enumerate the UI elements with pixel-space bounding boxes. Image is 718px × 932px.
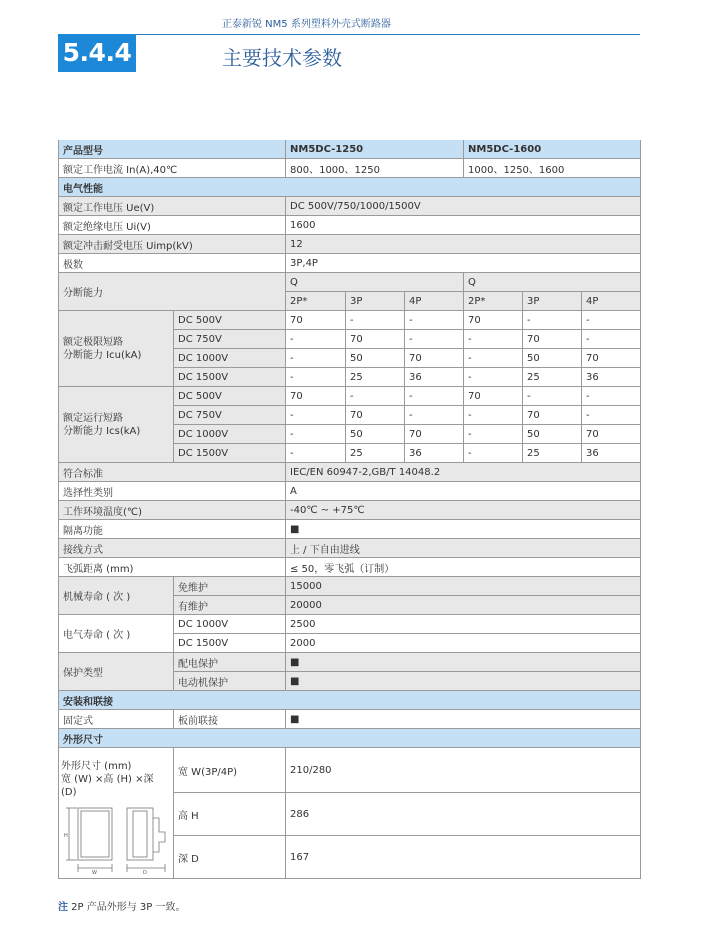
value-cell: - bbox=[464, 368, 523, 387]
value-cell: - bbox=[286, 406, 346, 425]
table-row bbox=[59, 748, 641, 793]
value-cell: - bbox=[346, 311, 405, 330]
dims-key: 高 H bbox=[174, 793, 286, 836]
section-number-badge: 5.4.4 bbox=[58, 34, 136, 72]
value-cell: - bbox=[405, 387, 464, 406]
value-cell: - bbox=[286, 444, 346, 463]
isolation-label: 隔离功能 bbox=[59, 520, 286, 539]
value-cell: 25 bbox=[523, 368, 582, 387]
section-title: 主要技术参数 bbox=[222, 46, 342, 70]
temp-label: 工作环境温度(℃) bbox=[59, 501, 286, 520]
table-row bbox=[59, 729, 641, 748]
table-row bbox=[59, 482, 641, 501]
voltage-cell: DC 1000V bbox=[174, 349, 286, 368]
header-rule bbox=[58, 34, 640, 35]
voltage-cell: DC 750V bbox=[174, 330, 286, 349]
fixed-label: 固定式 bbox=[59, 710, 174, 729]
rated-current-b: 1000、1250、1600 bbox=[464, 159, 641, 178]
value-cell: 25 bbox=[523, 444, 582, 463]
pole-header: 3P bbox=[346, 292, 405, 311]
wiring-value: 上 / 下自由进线 bbox=[286, 539, 641, 558]
table-row bbox=[59, 539, 641, 558]
sub-key: 免维护 bbox=[174, 577, 286, 596]
arc-value: ≤ 50，零飞弧（订制） bbox=[286, 558, 641, 577]
selectivity-label: 选择性类别 bbox=[59, 482, 286, 501]
sub-key: DC 1500V bbox=[174, 634, 286, 653]
value-cell: - bbox=[582, 387, 641, 406]
table-row bbox=[59, 254, 641, 273]
breaking-b: Q bbox=[464, 273, 641, 292]
dims-label: 外形尺寸 (mm) 宽 (W) ×高 (H) ×深 (D) bbox=[61, 761, 154, 798]
electrical-section: 电气性能 bbox=[59, 178, 641, 197]
isolation-value: ■ bbox=[286, 520, 641, 539]
value-cell: 70 bbox=[582, 349, 641, 368]
value-cell: 36 bbox=[405, 444, 464, 463]
ue-value: DC 500V/750/1000/1500V bbox=[286, 197, 641, 216]
sub-key: DC 1000V bbox=[174, 615, 286, 634]
pole-header: 2P* bbox=[286, 292, 346, 311]
value-cell: - bbox=[286, 425, 346, 444]
sub-value: ■ bbox=[286, 672, 641, 691]
table-row bbox=[59, 235, 641, 254]
ui-label: 额定绝缘电压 Ui(V) bbox=[59, 216, 286, 235]
sub-value: 2500 bbox=[286, 615, 641, 634]
table-row bbox=[59, 520, 641, 539]
pole-header: 3P bbox=[523, 292, 582, 311]
table-row bbox=[59, 273, 641, 292]
standard-value: IEC/EN 60947-2,GB/T 14048.2 bbox=[286, 463, 641, 482]
d-label: D bbox=[143, 870, 147, 874]
sub-value: 2000 bbox=[286, 634, 641, 653]
table-row bbox=[59, 140, 641, 159]
mech_life-label: 机械寿命 ( 次 ) bbox=[59, 577, 174, 615]
dims-key: 深 D bbox=[174, 836, 286, 879]
value-cell: - bbox=[464, 406, 523, 425]
sub-value: 20000 bbox=[286, 596, 641, 615]
elec_life-label: 电气寿命 ( 次 ) bbox=[59, 615, 174, 653]
arc-label: 飞弧距离 (mm) bbox=[59, 558, 286, 577]
table-row bbox=[59, 311, 641, 330]
poles-value: 3P,4P bbox=[286, 254, 641, 273]
table-row bbox=[59, 577, 641, 596]
ui-value: 1600 bbox=[286, 216, 641, 235]
value-cell: - bbox=[286, 368, 346, 387]
model-b: NM5DC-1600 bbox=[464, 140, 641, 159]
dims-section: 外形尺寸 bbox=[59, 729, 641, 748]
sub-key: 有维护 bbox=[174, 596, 286, 615]
pole-header: 4P bbox=[405, 292, 464, 311]
dims-value: 286 bbox=[286, 793, 641, 836]
dims-label-cell bbox=[59, 748, 174, 879]
value-cell: 50 bbox=[523, 349, 582, 368]
value-cell: 70 bbox=[523, 406, 582, 425]
h-label: H bbox=[64, 833, 68, 839]
table-row bbox=[59, 501, 641, 520]
value-cell: - bbox=[582, 311, 641, 330]
value-cell: 70 bbox=[464, 387, 523, 406]
value-cell: - bbox=[286, 330, 346, 349]
outline-drawing bbox=[63, 806, 173, 874]
table-row bbox=[59, 463, 641, 482]
voltage-cell: DC 500V bbox=[174, 311, 286, 330]
value-cell: - bbox=[346, 387, 405, 406]
value-cell: - bbox=[405, 406, 464, 425]
fixed-value: ■ bbox=[286, 710, 641, 729]
value-cell: - bbox=[464, 349, 523, 368]
wiring-label: 接线方式 bbox=[59, 539, 286, 558]
rated-current-a: 800、1000、1250 bbox=[286, 159, 464, 178]
dims-value: 210/280 bbox=[286, 748, 641, 793]
value-cell: 70 bbox=[582, 425, 641, 444]
w-label: W bbox=[92, 870, 97, 874]
value-cell: - bbox=[464, 444, 523, 463]
table-row bbox=[59, 710, 641, 729]
voltage-cell: DC 1000V bbox=[174, 425, 286, 444]
protection-label: 保护类型 bbox=[59, 653, 174, 691]
fixed-key: 板前联接 bbox=[174, 710, 286, 729]
value-cell: 36 bbox=[582, 368, 641, 387]
value-cell: 25 bbox=[346, 368, 405, 387]
note-text: 2P 产品外形与 3P 一致。 bbox=[68, 902, 186, 913]
value-cell: - bbox=[582, 406, 641, 425]
value-cell: 70 bbox=[405, 425, 464, 444]
ue-label: 额定工作电压 Ue(V) bbox=[59, 197, 286, 216]
voltage-cell: DC 500V bbox=[174, 387, 286, 406]
value-cell: 50 bbox=[523, 425, 582, 444]
rated-current-label: 额定工作电流 In(A),40℃ bbox=[59, 159, 286, 178]
value-cell: 25 bbox=[346, 444, 405, 463]
value-cell: - bbox=[405, 311, 464, 330]
spec-table bbox=[58, 140, 641, 879]
value-cell: 50 bbox=[346, 349, 405, 368]
value-cell: - bbox=[582, 330, 641, 349]
pole-header: 4P bbox=[582, 292, 641, 311]
table-row bbox=[59, 197, 641, 216]
value-cell: - bbox=[464, 425, 523, 444]
poles-label: 极数 bbox=[59, 254, 286, 273]
standard-label: 符合标准 bbox=[59, 463, 286, 482]
sub-key: 配电保护 bbox=[174, 653, 286, 672]
table-row bbox=[59, 615, 641, 634]
value-cell: 36 bbox=[582, 444, 641, 463]
value-cell: 50 bbox=[346, 425, 405, 444]
pole-header: 2P* bbox=[464, 292, 523, 311]
value-cell: - bbox=[405, 330, 464, 349]
uimp-label: 额定冲击耐受电压 Uimp(kV) bbox=[59, 235, 286, 254]
install-section: 安装和联接 bbox=[59, 691, 641, 710]
series-title: 正泰新锐 NM5 系列塑料外壳式断路器 bbox=[222, 19, 391, 30]
sub-value: ■ bbox=[286, 653, 641, 672]
table-row bbox=[59, 178, 641, 197]
value-cell: 70 bbox=[286, 311, 346, 330]
footnote bbox=[58, 898, 186, 913]
value-cell: 70 bbox=[346, 406, 405, 425]
voltage-cell: DC 750V bbox=[174, 406, 286, 425]
uimp-value: 12 bbox=[286, 235, 641, 254]
dims-value: 167 bbox=[286, 836, 641, 879]
table-row bbox=[59, 387, 641, 406]
table-row bbox=[59, 558, 641, 577]
breaking-label: 分断能力 bbox=[59, 273, 286, 311]
value-cell: 70 bbox=[523, 330, 582, 349]
ics-label: 额定运行短路 分断能力 Ics(kA) bbox=[59, 387, 174, 463]
note-prefix: 注 bbox=[58, 902, 68, 913]
value-cell: - bbox=[286, 349, 346, 368]
dims-key: 宽 W(3P/4P) bbox=[174, 748, 286, 793]
table-row bbox=[59, 691, 641, 710]
sub-key: 电动机保护 bbox=[174, 672, 286, 691]
icu-label: 额定极限短路 分断能力 Icu(kA) bbox=[59, 311, 174, 387]
voltage-cell: DC 1500V bbox=[174, 444, 286, 463]
value-cell: 36 bbox=[405, 368, 464, 387]
sub-value: 15000 bbox=[286, 577, 641, 596]
value-cell: 70 bbox=[286, 387, 346, 406]
breaking-a: Q bbox=[286, 273, 464, 292]
table-row bbox=[59, 159, 641, 178]
value-cell: - bbox=[523, 387, 582, 406]
value-cell: 70 bbox=[405, 349, 464, 368]
value-cell: 70 bbox=[346, 330, 405, 349]
value-cell: - bbox=[523, 311, 582, 330]
temp-value: -40℃ ~ +75℃ bbox=[286, 501, 641, 520]
voltage-cell: DC 1500V bbox=[174, 368, 286, 387]
model-a: NM5DC-1250 bbox=[286, 140, 464, 159]
selectivity-value: A bbox=[286, 482, 641, 501]
value-cell: - bbox=[464, 330, 523, 349]
table-row bbox=[59, 216, 641, 235]
value-cell: 70 bbox=[464, 311, 523, 330]
model-label: 产品型号 bbox=[59, 140, 286, 159]
table-row bbox=[59, 653, 641, 672]
